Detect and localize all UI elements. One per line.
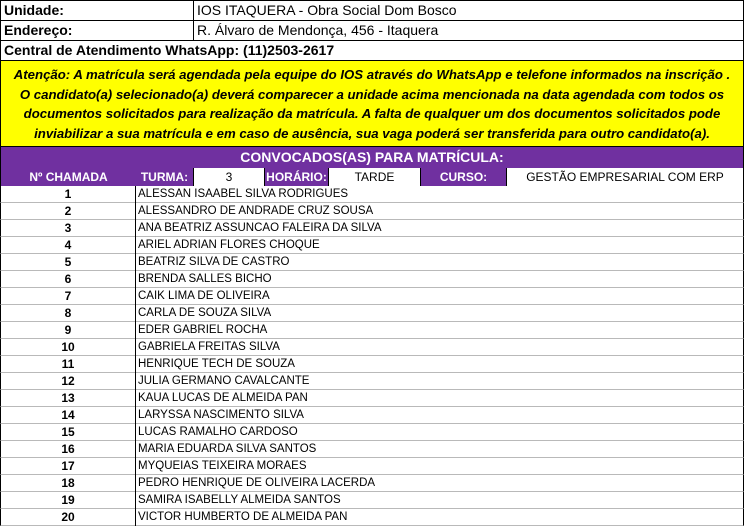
table-row: [0, 322, 744, 339]
table-row: [0, 458, 744, 475]
student-name: SAMIRA ISABELLY ALMEIDA SANTOS: [138, 494, 341, 506]
student-name: ALESSANDRO DE ANDRADE CRUZ SOUSA: [138, 205, 374, 217]
row-number: 19: [1, 492, 136, 509]
notice-box: [0, 61, 744, 147]
row-number: 16: [1, 441, 136, 458]
table-row: [0, 475, 744, 492]
table-row: [0, 492, 744, 509]
curso-label: CURSO:: [439, 170, 488, 184]
horario-label: HORÁRIO:: [266, 170, 327, 184]
student-name: MYQUEIAS TEIXEIRA MORAES: [138, 460, 307, 472]
student-name: EDER GABRIEL ROCHA: [138, 324, 268, 336]
student-name: MARIA EDUARDA SILVA SANTOS: [138, 443, 317, 455]
student-name: PEDRO HENRIQUE DE OLIVEIRA LACERDA: [138, 477, 376, 489]
table-row: [0, 390, 744, 407]
row-number: 13: [1, 390, 136, 407]
student-name: JULIA GERMANO CAVALCANTE: [138, 375, 310, 387]
table-row: [0, 356, 744, 373]
row-number: 8: [1, 305, 136, 322]
student-name: CARLA DE SOUZA SILVA: [138, 307, 272, 319]
table-row: [0, 186, 744, 203]
student-name: BRENDA SALLES BICHO: [138, 273, 272, 285]
row-number: 20: [1, 509, 136, 526]
unidade-label: Unidade:: [1, 1, 194, 21]
row-number: 9: [1, 322, 136, 339]
student-name: BEATRIZ SILVA DE CASTRO: [138, 256, 290, 268]
student-name: VICTOR HUMBERTO DE ALMEIDA PAN: [138, 511, 348, 523]
row-number: 5: [1, 254, 136, 271]
table-row: [0, 441, 744, 458]
unidade-value: IOS ITAQUERA - Obra Social Dom Bosco: [197, 2, 457, 18]
row-number: 3: [1, 220, 136, 237]
central-whatsapp: Central de Atendimento WhatsApp: (11)2503-2617: [4, 42, 335, 58]
student-name: LUCAS RAMALHO CARDOSO: [138, 426, 298, 438]
student-name: GABRIELA FREITAS SILVA: [138, 341, 280, 353]
table-row: [0, 237, 744, 254]
student-name: HENRIQUE TECH DE SOUZA: [138, 358, 295, 370]
course-info-row: [0, 168, 744, 186]
row-number: 11: [1, 356, 136, 373]
endereco-value: R. Álvaro de Mendonça, 456 - Itaquera: [197, 22, 439, 38]
chamada-header: Nº CHAMADA: [29, 170, 108, 184]
row-number: 15: [1, 424, 136, 441]
turma-value: 3: [193, 168, 265, 186]
student-name: ALESSAN ISAABEL SILVA RODRIGUES: [138, 188, 349, 200]
student-name: KAUA LUCAS DE ALMEIDA PAN: [138, 392, 308, 404]
table-row: [0, 373, 744, 390]
row-number: 6: [1, 271, 136, 288]
student-name: LARYSSA NASCIMENTO SILVA: [138, 409, 304, 421]
table-row: [0, 407, 744, 424]
endereco-row: [0, 21, 744, 41]
table-row: [0, 271, 744, 288]
table-row: [0, 254, 744, 271]
row-number: 1: [1, 186, 136, 203]
student-name: ARIEL ADRIAN FLORES CHOQUE: [138, 239, 320, 251]
table-row: [0, 288, 744, 305]
table-row: [0, 339, 744, 356]
table-row: [0, 424, 744, 441]
endereco-label: Endereço:: [1, 21, 194, 40]
table-row: [0, 509, 744, 526]
student-name: ANA BEATRIZ ASSUNCAO FALEIRA DA SILVA: [138, 222, 382, 234]
row-number: 18: [1, 475, 136, 492]
table-row: [0, 203, 744, 220]
title-bar: CONVOCADOS(AS) PARA MATRÍCULA:: [0, 147, 744, 168]
student-name: CAIK LIMA DE OLIVEIRA: [138, 290, 270, 302]
notice-text: Atenção: A matrícula será agendada pela equipe do IOS através do WhatsApp e telefone informados na inscrição . O candidato(a) selecionado(a) deverá comparecer a unidade acima mencionada na data agendada com todos os documentos solicitados para realização da matrícula. A falta de qualquer um dos documentos solicitados pode inviabilizar a sua matrícula e em caso de ausência, sua vaga poderá ser transferida para outro candidato(a).: [13, 67, 731, 141]
table-row: [0, 305, 744, 322]
turma-label: TURMA:: [140, 170, 189, 184]
row-number: 17: [1, 458, 136, 475]
row-number: 12: [1, 373, 136, 390]
curso-value: GESTÃO EMPRESARIAL COM ERP: [506, 168, 744, 186]
row-number: 10: [1, 339, 136, 356]
unidade-row: [0, 0, 744, 21]
central-row: [0, 41, 744, 61]
row-number: 2: [1, 203, 136, 220]
row-number: 7: [1, 288, 136, 305]
row-number: 4: [1, 237, 136, 254]
row-number: 14: [1, 407, 136, 424]
table-row: [0, 220, 744, 237]
horario-value: TARDE: [328, 168, 421, 186]
